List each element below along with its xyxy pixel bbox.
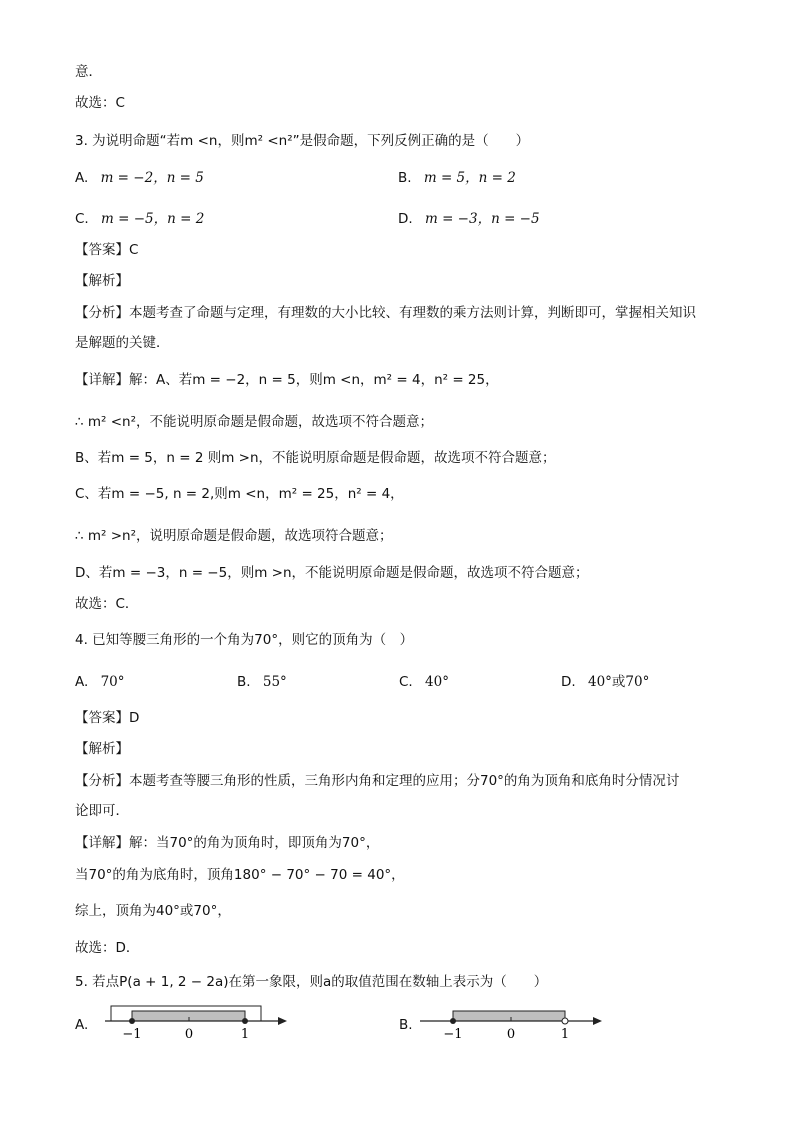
q3-analysis-line-2: 是解题的关键． [75,335,170,351]
q4-analysis-line-2: 论即可． [75,803,129,819]
q3-option-a [75,168,204,188]
right-open-dot [562,1018,568,1024]
previous-answer: 故选：C [75,95,125,111]
left-filled-dot [450,1018,456,1024]
q3-detail-line-4: C、若m = −5, n = 2,则m <n，m² = 25，n² = 4， [75,486,404,502]
q3-detail-line-1: 【详解】解：A、若m = −2，n = 5，则m <n，m² = 4，n² = 25， [75,372,499,388]
tick-label-neg1: −1 [443,1027,463,1042]
q5-option-a-label: A. [75,1017,89,1033]
q4-option-a-label: A. [75,674,89,690]
shaded-range [453,1011,565,1021]
tick-label-1: 1 [240,1027,250,1042]
q4-option-a [75,672,125,692]
right-filled-dot [242,1018,248,1024]
q3-stem: 3. 为说明命题“若m <n，则m² <n²”是假命题，下列反例正确的是（ ） [75,133,530,149]
tick-label-0: 0 [506,1027,516,1042]
axis-arrow-icon [278,1017,287,1025]
q4-option-d-label: D. [561,674,576,690]
q3-option-a-label: A. [75,170,89,186]
q5-option-b-number-line [415,998,615,1048]
left-filled-dot [129,1018,135,1024]
q4-option-d [561,672,649,692]
q4-option-a-text: 70° [100,674,125,690]
q4-option-c [399,672,449,692]
q3-option-b-text: m = 5，n = 2 [423,170,516,186]
q3-conclusion: 故选：C． [75,596,139,612]
q3-analysis-head: 【解析】 [75,273,129,289]
q3-option-d [398,209,540,229]
q3-analysis-line-1: 【分析】本题考查了命题与定理，有理数的大小比较、有理数的乘方法则计算，判断即可，掌握相关知识 [75,305,696,321]
text-fragment: 意． [75,64,102,80]
q3-detail-line-6: D、若m = −3，n = −5，则m >n，不能说明原命题是假命题，故选项不符合题意； [75,565,589,581]
q4-detail-line-1: 【详解】解：当70°的角为顶角时，即顶角为70°， [75,835,380,851]
q3-option-c-label: C. [75,211,89,227]
q4-answer: 【答案】D [75,710,140,726]
q4-stem: 4. 已知等腰三角形的一个角为70°，则它的顶角为（ ） [75,632,414,648]
tick-label-0: 0 [184,1027,194,1042]
q3-option-b-label: B. [398,170,412,186]
q5-stem: 5. 若点P(a + 1, 2 − 2a)在第一象限，则a的取值范围在数轴上表示为（ ） [75,974,548,990]
q5-option-b-label: B. [399,1017,413,1033]
q4-option-d-text: 40°或70° [587,674,650,690]
q3-option-d-text: m = −3，n = −5 [424,211,540,227]
q4-option-c-text: 40° [425,674,449,690]
q3-detail-line-3: B、若m = 5，n = 2 则m >n，不能说明原命题是假命题，故选项不符合题意； [75,450,556,466]
q5-option-a-number-line [95,998,295,1048]
q3-option-b [398,168,516,188]
q3-option-c-text: m = −5，n = 2 [101,211,205,227]
q4-detail-line-3: 综上，顶角为40°或70°， [75,903,231,919]
axis-arrow-icon [593,1017,602,1025]
tick-label-1: 1 [560,1027,570,1042]
q4-analysis-line-1: 【分析】本题考查等腰三角形的性质，三角形内角和定理的应用；分70°的角为顶角和底角时分情况讨 [75,773,680,789]
q4-option-c-label: C. [399,674,413,690]
q4-conclusion: 故选：D． [75,940,140,956]
tick-label-neg1: −1 [122,1027,142,1042]
q4-analysis-head: 【解析】 [75,741,129,757]
q4-option-b-label: B. [237,674,251,690]
q4-option-b-text: 55° [262,674,287,690]
q3-option-d-label: D. [398,211,413,227]
q3-option-c [75,209,204,229]
q3-detail-line-2: ∴ m² <n²，不能说明原命题是假命题，故选项不符合题意； [75,414,434,430]
q3-detail-line-5: ∴ m² >n²，说明原命题是假命题，故选项符合题意； [75,528,393,544]
q4-option-b [237,672,287,692]
q3-answer: 【答案】C [75,242,139,258]
q3-option-a-text: m = −2，n = 5 [100,170,204,186]
q4-detail-line-2: 当70°的角为底角时，顶角180° − 70° − 70 = 40°， [75,867,405,883]
